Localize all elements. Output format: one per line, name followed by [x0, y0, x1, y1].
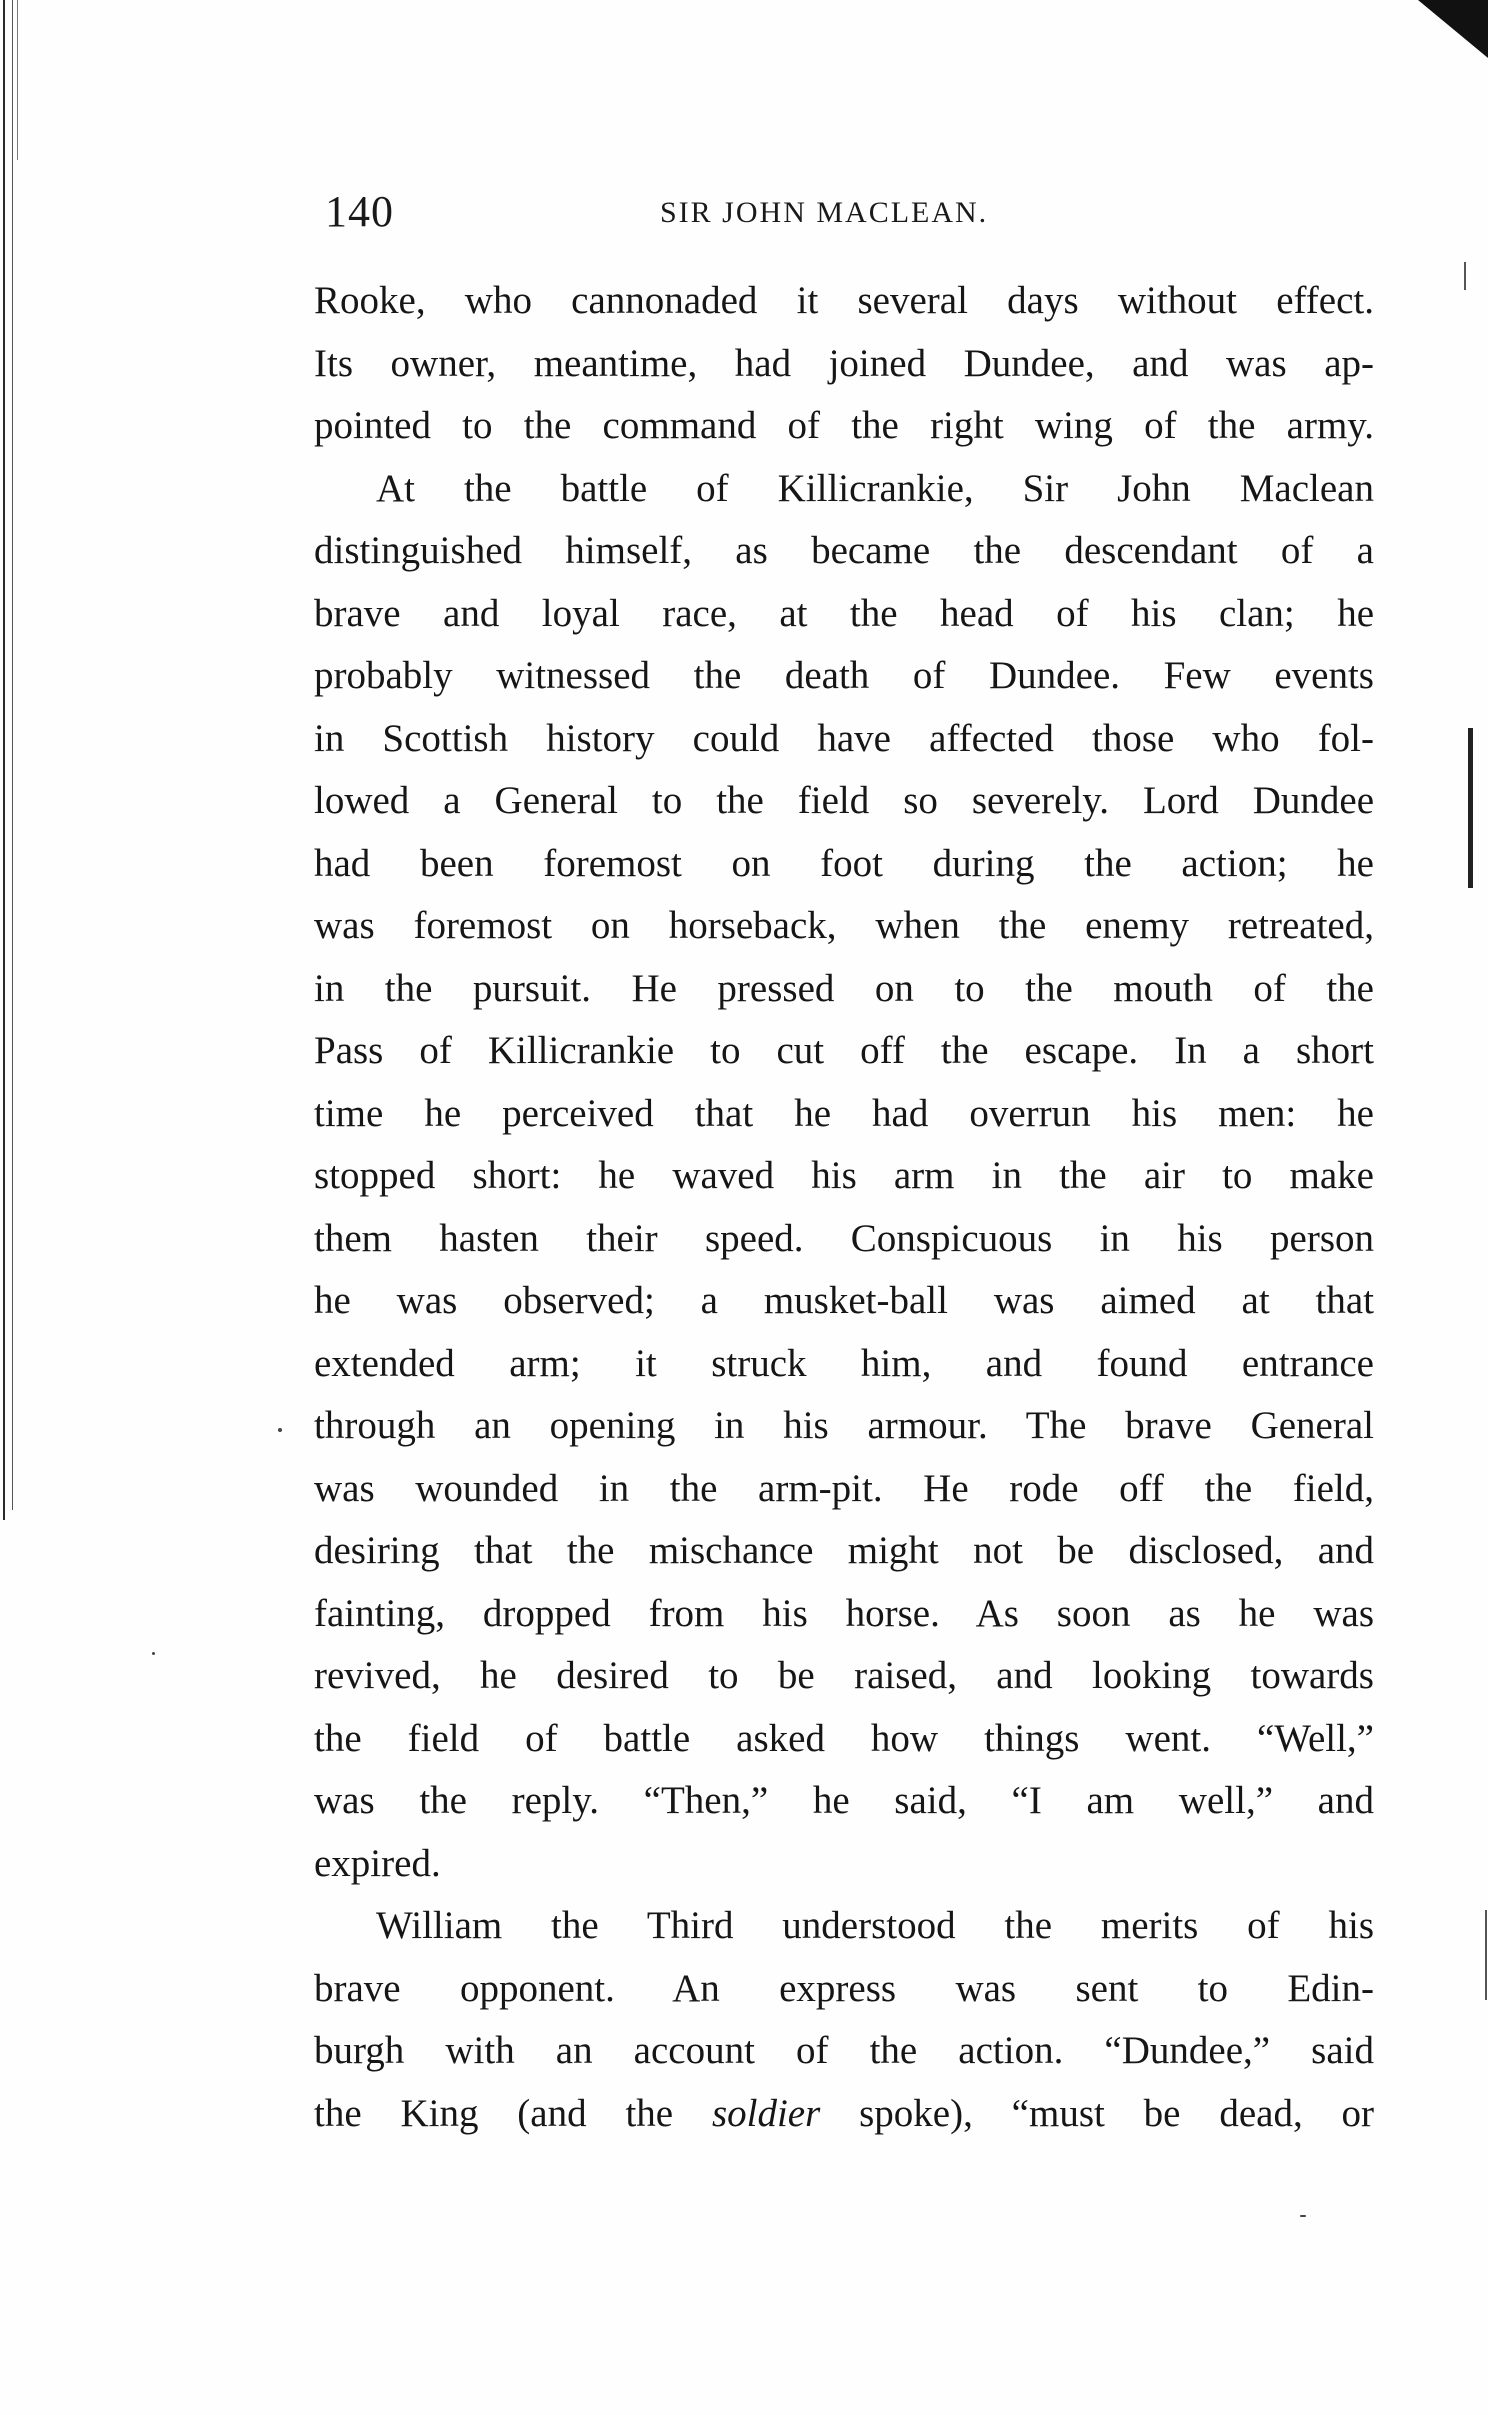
- text-line: lowed a General to the field so severely. Lord Dundee: [314, 779, 1374, 822]
- text-line: revived, he desired to be raised, and looking towards: [314, 1654, 1374, 1697]
- scan-corner-mark: [1418, 0, 1488, 58]
- body-text: [314, 270, 1374, 2145]
- binding-edge-line: [3, 0, 5, 1520]
- binding-edge-line: [12, 0, 13, 1510]
- text-line: desiring that the mischance might not be disclosed, and: [314, 1529, 1374, 1572]
- running-head: SIR JOHN MACLEAN.: [660, 196, 989, 229]
- text-line: in the pursuit. He pressed on to the mouth of the: [314, 966, 1374, 1010]
- text-line: [314, 2083, 1374, 2146]
- ink-speck: [1300, 2215, 1306, 2217]
- text-line: distinguished himself, as became the descendant of a: [314, 529, 1374, 572]
- ink-speck: [278, 1428, 282, 1432]
- ink-speck: [152, 1652, 155, 1655]
- page-number: 140: [325, 187, 394, 236]
- text-line: he was observed; a musket-ball was aimed at that: [314, 1279, 1374, 1322]
- text-line: Rooke, who cannonaded it several days without effect.: [314, 279, 1374, 322]
- text-line: Its owner, meantime, had joined Dundee, and was ap-: [314, 341, 1374, 385]
- text-line: fainting, dropped from his horse. As soon as he was: [314, 1591, 1374, 1635]
- text-line: stopped short: he waved his arm in the air to make: [314, 1154, 1374, 1197]
- text-line: through an opening in his armour. The brave General: [314, 1404, 1374, 1447]
- text-line: brave and loyal race, at the head of his clan; he: [314, 591, 1374, 635]
- scan-edge-mark: [1464, 262, 1466, 290]
- text-line: burgh with an account of the action. “Dundee,” said: [314, 2029, 1374, 2072]
- text-line: extended arm; it struck him, and found entrance: [314, 1341, 1374, 1385]
- text-line: was foremost on horseback, when the enemy retreated,: [314, 904, 1374, 947]
- text-line: pointed to the command of the right wing of the army.: [314, 404, 1374, 447]
- text-line: brave opponent. An express was sent to Edin-: [314, 1966, 1374, 2010]
- text-line: was the reply. “Then,” he said, “I am well,” and: [314, 1779, 1374, 1822]
- text-line: At the battle of Killicrankie, Sir John Maclean: [376, 466, 1374, 510]
- scan-edge-mark: [1485, 1910, 1487, 2000]
- text-line: in Scottish history could have affected those who fol-: [314, 716, 1374, 760]
- text-line: William the Third understood the merits of his: [376, 1904, 1374, 1947]
- page-header: [325, 186, 1375, 246]
- binding-edge-line: [17, 0, 18, 160]
- text-line: probably witnessed the death of Dundee. Few events: [314, 654, 1374, 697]
- text-line: them hasten their speed. Conspicuous in his person: [314, 1216, 1374, 1260]
- text-line: the field of battle asked how things went. “Well,”: [314, 1716, 1374, 1760]
- scan-edge-mark: [1468, 728, 1473, 888]
- text-line: time he perceived that he had overrun his men: he: [314, 1091, 1374, 1135]
- text-line: had been foremost on foot during the action; he: [314, 841, 1374, 885]
- text-line: Pass of Killicrankie to cut off the escape. In a short: [314, 1029, 1374, 1072]
- text-segment: the King (and the: [314, 2091, 674, 2135]
- text-line: was wounded in the arm-pit. He rode off the field,: [314, 1466, 1374, 1510]
- italic-word: soldier: [711, 2091, 821, 2135]
- text-line: expired.: [314, 1841, 441, 1885]
- text-segment: spoke), “must be dead, or: [859, 2091, 1375, 2135]
